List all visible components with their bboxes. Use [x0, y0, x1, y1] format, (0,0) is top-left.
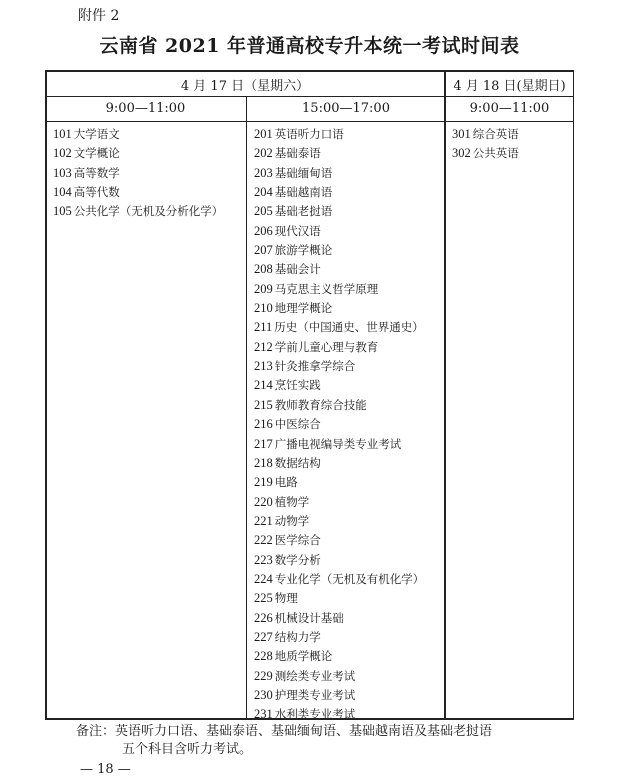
- subject-name: 马克思主义哲学原理: [274, 281, 379, 296]
- subject-code: 205: [254, 204, 273, 219]
- row-divider-session: [45, 121, 574, 122]
- subject-list-session-3: [452, 125, 519, 164]
- subject-name: 基础会计: [274, 262, 321, 277]
- subject-item: [254, 647, 424, 666]
- subject-code: 229: [254, 668, 273, 683]
- subject-code: 104: [53, 185, 72, 200]
- table-border-left: [45, 70, 47, 720]
- row-divider-date: [45, 96, 574, 97]
- subject-item: [53, 202, 223, 221]
- subject-item: [254, 493, 424, 512]
- subject-code: 210: [254, 301, 273, 316]
- subject-item: [53, 164, 223, 183]
- subject-code: 225: [254, 591, 273, 606]
- subject-code: 224: [254, 571, 273, 586]
- subject-list-session-1: [53, 125, 223, 222]
- subject-item: [254, 299, 424, 318]
- subject-name: 广播电视编导类专业考试: [274, 436, 402, 451]
- subject-item: [254, 435, 424, 454]
- subject-code: 213: [254, 359, 273, 374]
- subject-code: 206: [254, 223, 273, 238]
- subject-name: 地理学概论: [274, 301, 333, 316]
- subject-item: [254, 164, 424, 183]
- subject-name: 物理: [274, 591, 298, 606]
- subject-code: 105: [53, 204, 72, 219]
- subject-name: 动物学: [274, 513, 310, 528]
- subject-name: 英语听力口语: [274, 127, 344, 141]
- subject-item: [452, 125, 519, 144]
- column-divider-1: [246, 96, 247, 720]
- subject-code: 214: [254, 378, 273, 393]
- subject-name: 数学分析: [274, 552, 321, 567]
- subject-name: 高等数学: [73, 165, 120, 180]
- subject-name: 基础越南语: [274, 185, 333, 200]
- session-3-time: 9:00—11:00: [469, 101, 550, 116]
- subject-code: 218: [254, 455, 273, 470]
- subject-code: 301: [452, 127, 471, 141]
- subject-code: 208: [254, 262, 273, 277]
- subject-name: 电路: [274, 475, 298, 490]
- subject-item: [254, 589, 424, 608]
- subject-name: 医学综合: [274, 533, 321, 548]
- subject-item: [254, 531, 424, 550]
- subject-name: 旅游学概论: [274, 243, 333, 258]
- subject-name: 结构力学: [274, 629, 321, 644]
- subject-name: 针灸推拿学综合: [274, 359, 356, 374]
- subject-code: 103: [53, 165, 72, 180]
- subject-code: 230: [254, 687, 273, 702]
- subject-item: [254, 705, 424, 724]
- subject-name: 教师教育综合技能: [274, 397, 367, 412]
- subject-code: 220: [254, 494, 273, 509]
- subject-item: [53, 144, 223, 163]
- subject-item: [254, 280, 424, 299]
- session-2-time: 15:00—17:00: [302, 101, 390, 116]
- page-title: 云南省 2021 年普通高校专升本统一考试时间表: [99, 35, 520, 57]
- table-border-right: [573, 70, 575, 720]
- subject-name: 地质学概论: [274, 649, 333, 664]
- subject-code: 216: [254, 417, 273, 432]
- subject-item: [452, 144, 519, 163]
- subject-code: 221: [254, 513, 273, 528]
- session-1-time: 9:00—11:00: [105, 101, 186, 116]
- subject-code: 212: [254, 339, 273, 354]
- subject-item: [254, 551, 424, 570]
- subject-name: 学前儿童心理与教育: [274, 339, 379, 354]
- subject-item: [254, 609, 424, 628]
- subject-code: 211: [254, 320, 273, 335]
- subject-code: 204: [254, 185, 273, 200]
- subject-code: 217: [254, 436, 273, 451]
- subject-item: [53, 125, 223, 144]
- subject-name: 烹饪实践: [274, 378, 321, 393]
- subject-item: [254, 376, 424, 395]
- subject-item: [254, 241, 424, 260]
- subject-item: [254, 512, 424, 531]
- day2-header: 4 月 18 日(星期日): [453, 79, 566, 94]
- note-line-1: 备注：英语听力口语、基础泰语、基础缅甸语、基础越南语及基础老挝语: [76, 724, 493, 739]
- subject-name: 中医综合: [274, 417, 321, 432]
- subject-code: 228: [254, 649, 273, 664]
- subject-name: 植物学: [274, 494, 310, 509]
- subject-item: [254, 667, 424, 686]
- subject-code: 207: [254, 243, 273, 258]
- subject-item: [254, 396, 424, 415]
- subject-name: 水利类专业考试: [274, 707, 356, 722]
- subject-item: [254, 454, 424, 473]
- subject-code: 215: [254, 397, 273, 412]
- subject-name: 数据结构: [274, 455, 321, 470]
- subject-name: 基础老挝语: [274, 204, 333, 219]
- subject-code: 202: [254, 146, 273, 161]
- subject-item: [254, 202, 424, 221]
- subject-item: [254, 318, 424, 337]
- subject-item: [254, 357, 424, 376]
- subject-item: [254, 260, 424, 279]
- column-divider-2: [444, 70, 446, 720]
- subject-name: 护理类专业考试: [274, 687, 356, 702]
- subject-name: 基础泰语: [274, 146, 321, 161]
- subject-item: [254, 570, 424, 589]
- subject-name: 高等代数: [73, 185, 120, 200]
- subject-name: 综合英语: [472, 127, 519, 141]
- note: [76, 723, 492, 759]
- subject-item: [254, 415, 424, 434]
- subject-item: [254, 473, 424, 492]
- subject-item: [254, 686, 424, 705]
- note-line-2: 五个科目含听力考试。: [122, 742, 253, 757]
- subject-name: 测绘类专业考试: [274, 668, 356, 683]
- subject-code: 101: [53, 127, 72, 141]
- subject-code: 219: [254, 475, 273, 490]
- subject-code: 223: [254, 552, 273, 567]
- subject-code: 201: [254, 127, 273, 141]
- subject-code: 102: [53, 146, 72, 161]
- page-number: — 18 —: [80, 762, 131, 777]
- subject-code: 222: [254, 533, 273, 548]
- attachment-label: 附件 2: [78, 8, 120, 24]
- subject-item: [254, 183, 424, 202]
- table-border-top: [45, 70, 574, 72]
- subject-name: 大学语文: [73, 127, 120, 141]
- subject-item: [254, 125, 424, 144]
- day1-header: 4 月 17 日（星期六）: [180, 79, 310, 94]
- subject-name: 基础缅甸语: [274, 165, 333, 180]
- subject-code: 302: [452, 146, 471, 161]
- subject-item: [254, 628, 424, 647]
- subject-item: [254, 222, 424, 241]
- subject-item: [254, 338, 424, 357]
- subject-code: 231: [254, 707, 273, 722]
- subject-code: 209: [254, 281, 273, 296]
- subject-name: 公共英语: [472, 146, 519, 161]
- subject-name: 机械设计基础: [274, 610, 344, 625]
- subject-code: 203: [254, 165, 273, 180]
- subject-code: 226: [254, 610, 273, 625]
- subject-name: 文学概论: [73, 146, 120, 161]
- subject-name: 现代汉语: [274, 223, 321, 238]
- subject-item: [53, 183, 223, 202]
- subject-name: 专业化学（无机及有机化学）: [274, 571, 425, 586]
- subject-name: 历史（中国通史、世界通史）: [274, 320, 424, 335]
- subject-list-session-2: [254, 125, 424, 725]
- subject-code: 227: [254, 629, 273, 644]
- subject-name: 公共化学（无机及分析化学）: [73, 204, 224, 219]
- subject-item: [254, 144, 424, 163]
